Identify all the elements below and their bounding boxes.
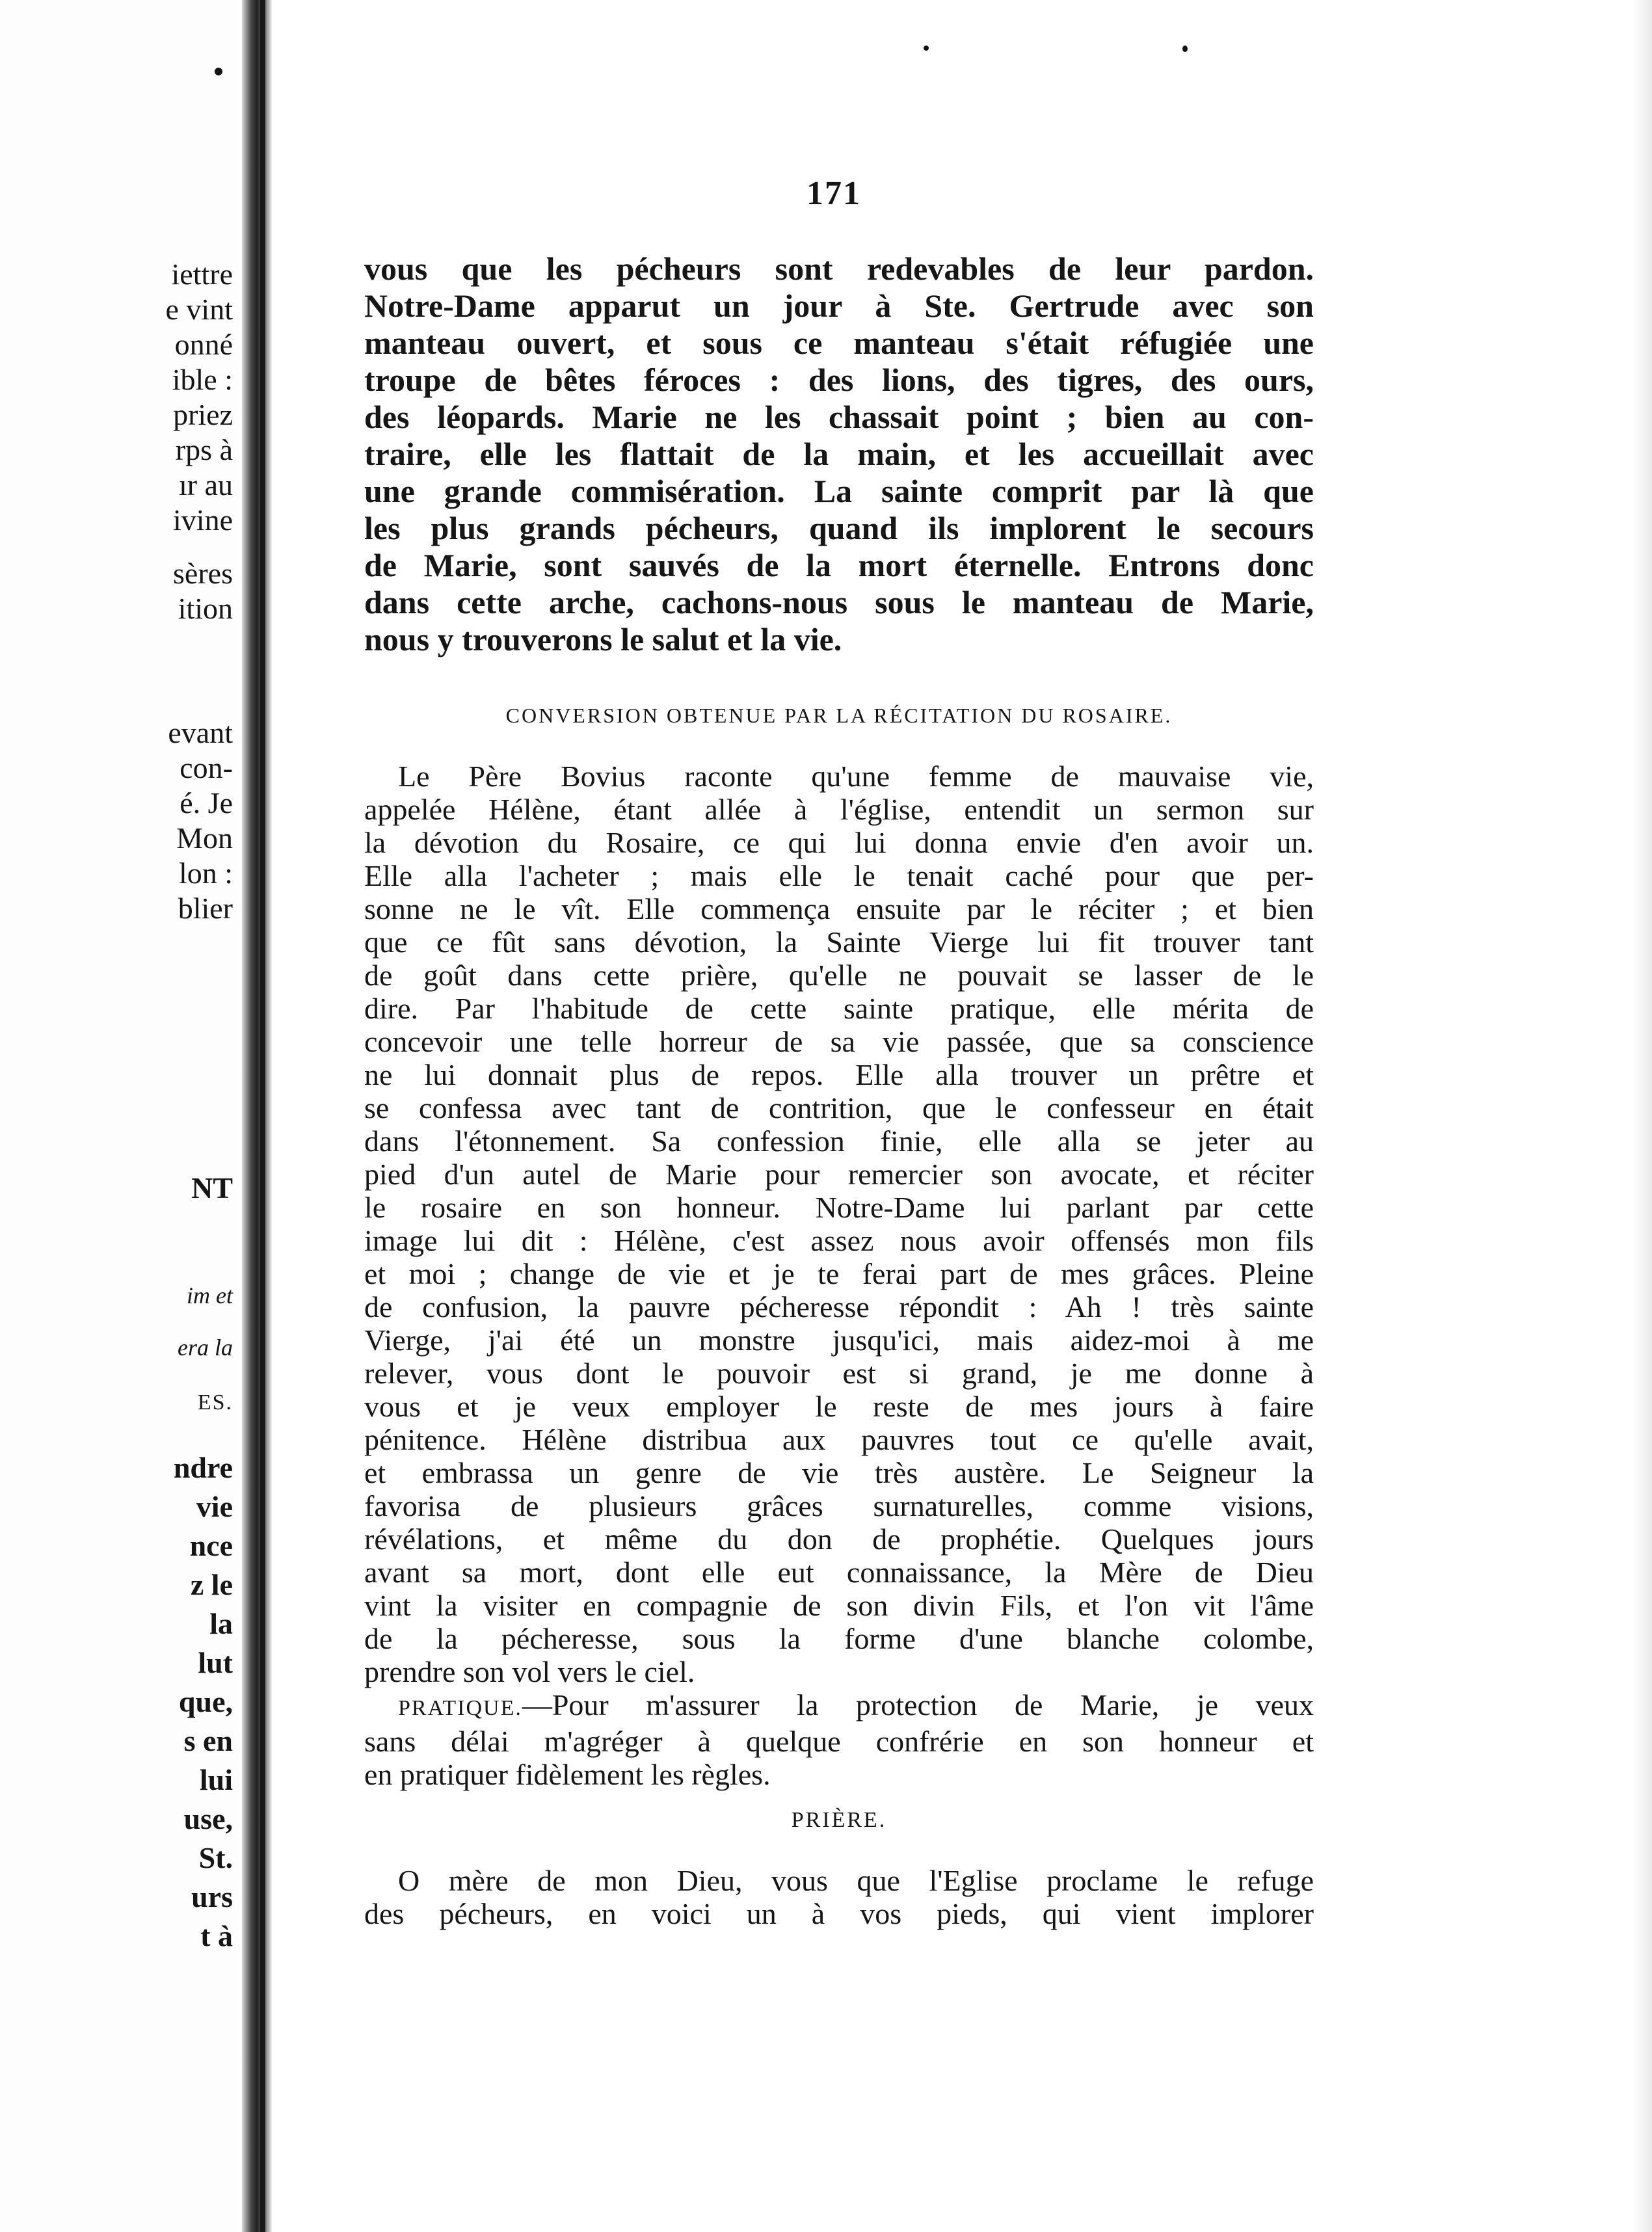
text-line: des léopards. Marie ne les chassait point ; bien au con- [364,399,1314,435]
left-page-text-fragment: z le [190,1568,233,1601]
left-page-text-fragment: lut [198,1646,233,1679]
left-page-text-fragment: é. Je [180,786,233,819]
left-page-text-fragment: urs [191,1880,233,1913]
text-line: nous y trouverons le salut et la vie. [364,621,842,658]
text-line: prendre son vol vers le ciel. [364,1655,695,1688]
left-page-text-fragment: con- [180,751,233,784]
left-page-text-fragment: onné [174,328,233,361]
left-page-text-fragment: la [209,1607,233,1640]
text-line: se confessa avec tant de contrition, que le confesseur en était [364,1091,1314,1124]
text-line: concevoir une telle horreur de sa vie passée, que sa conscience [364,1025,1314,1058]
left-page-text-fragment: era la [178,1335,233,1361]
left-page-text-fragment: sères [173,557,233,590]
left-page-text-fragment: ivine [173,503,233,537]
text-line: pied d'un autel de Marie pour remercier son avocate, et réciter [364,1158,1314,1191]
left-page-text-fragment: ition [178,592,233,625]
left-page-text-fragment: lui [199,1763,233,1796]
text-line: manteau ouvert, et sous ce manteau s'était réfugiée une [364,325,1314,361]
text-line: la dévotion du Rosaire, ce qui lui donna envie d'en avoir un. [364,826,1314,859]
left-page-text-fragment: rps à [175,433,233,466]
left-page-text-fragment: use, [183,1802,233,1835]
left-page-text-fragment: im et [187,1282,233,1309]
left-page-text-fragment: blier [178,892,233,925]
left-page-text-fragment: St. [198,1841,233,1874]
left-facing-page [0,0,242,2232]
ink-speck [924,46,929,51]
page-number: 171 [806,175,861,212]
text-line: et embrassa un genre de vie très austère. Le Seigneur la [364,1456,1314,1489]
text-line: ne lui donnait plus de repos. Elle alla trouver un prêtre et [364,1058,1314,1091]
text-line: relever, vous dont le pouvoir est si grand, je me donne à [364,1357,1314,1390]
text-line: Notre-Dame apparut un jour à Ste. Gertrude avec son [364,287,1314,324]
text-line: Elle alla l'acheter ; mais elle le tenait caché pour que per- [364,859,1314,892]
text-line: révélations, et même du don de prophétie. Quelques jours [364,1522,1314,1556]
pratique-line: en pratiquer fidèlement les règles. [364,1758,771,1791]
story-paragraph [364,760,1314,1791]
left-page-text-fragment: evant [168,716,233,749]
page-gutter [242,0,272,2232]
left-page-text-fragment: e vint [165,293,233,326]
text-line: des pécheurs, en voici un à vos pieds, qui vient implorer [364,1897,1314,1930]
text-line: les plus grands pécheurs, quand ils implorent le secours [364,510,1314,546]
left-page-text-fragment: Mon [176,821,233,855]
text-line: O mère de mon Dieu, vous que l'Eglise proclame le refuge [398,1864,1314,1897]
pratique-label: PRATIQUE. [398,1696,522,1720]
section-heading: CONVERSION OBTENUE PAR LA RÉCITATION DU ROSAIRE. [505,704,1173,727]
left-page-text-fragment: iettre [171,258,233,291]
text-line: une grande commisération. La sainte comprit par là que [364,473,1314,509]
left-page-text-fragment: lon : [178,857,233,890]
text-line: dire. Par l'habitude de cette sainte pratique, elle mérita de [364,992,1314,1025]
text-line: appelée Hélène, étant allée à l'église, entendit un sermon sur [364,793,1314,826]
text-line: vint la visiter en compagnie de son divin Fils, et l'on vit l'âme [364,1589,1314,1622]
text-line: que ce fût sans dévotion, la Sainte Vierge lui fit trouver tant [364,925,1314,959]
priere-paragraph [364,1864,1314,1930]
text-line: le rosaire en son honneur. Notre-Dame lui parlant par cette [364,1191,1314,1224]
text-line: dans cette arche, cachons-nous sous le manteau de Marie, [364,584,1314,620]
text-line: de confusion, la pauvre pécheresse répondit : Ah ! très sainte [364,1290,1314,1323]
text-line: de goût dans cette prière, qu'elle ne pouvait se lasser de le [364,959,1314,992]
pratique-line: sans délai m'agréger à quelque confrérie en son honneur et [364,1725,1314,1758]
pratique-text: —Pour m'assurer la protection de Marie, je veux [522,1688,1314,1721]
text-line: traire, elle les flattait de la main, et les accueillait avec [364,436,1314,472]
text-line: de la pécheresse, sous la forme d'une blanche colombe, [364,1622,1314,1655]
ink-speck [215,68,222,75]
intro-paragraph [364,250,1314,658]
left-page-text-fragment: ES. [197,1390,233,1415]
page-edge-shade [1632,0,1652,2232]
gutter-fold-line [260,0,265,2232]
left-page-text-fragment: NT [191,1171,233,1204]
text-line: favorisa de plusieurs grâces surnaturelles, comme visions, [364,1489,1314,1522]
text-line: troupe de bêtes féroces : des lions, des tigres, des ours, [364,362,1314,398]
left-page-text-fragment: ible : [172,363,233,396]
text-line: vous et je veux employer le reste de mes jours à faire [364,1390,1314,1423]
text-line: image lui dit : Hélène, c'est assez nous avoir offensés mon fils [364,1224,1314,1257]
left-page-text-fragment: que, [178,1685,233,1718]
pratique-line [364,1688,1314,1725]
text-line: de Marie, sont sauvés de la mort éternelle. Entrons donc [364,547,1314,583]
left-page-text-fragment: ndre [173,1451,233,1484]
text-line: dans l'étonnement. Sa confession finie, elle alla se jeter au [364,1124,1314,1158]
text-line: Le Père Bovius raconte qu'une femme de mauvaise vie, [398,760,1314,793]
text-line: vous que les pécheurs sont redevables de leur pardon. [364,250,1314,287]
priere-heading: PRIÈRE. [791,1808,887,1832]
left-page-text-fragment: s en [183,1724,233,1757]
left-page-text-fragment: nce [189,1529,233,1562]
left-page-text-fragment: ır au [178,468,233,501]
text-line: sonne ne le vît. Elle commença ensuite par le réciter ; et bien [364,892,1314,925]
ink-speck [1182,46,1188,52]
left-page-text-fragment: t à [200,1919,233,1952]
left-page-text-fragment: vie [196,1490,233,1523]
text-line: avant sa mort, dont elle eut connaissance, la Mère de Dieu [364,1556,1314,1589]
text-line: pénitence. Hélène distribua aux pauvres tout ce qu'elle avait, [364,1423,1314,1456]
text-line: Vierge, j'ai été un monstre jusqu'ici, mais aidez-moi à me [364,1323,1314,1357]
text-line: et moi ; change de vie et je te ferai part de mes grâces. Pleine [364,1257,1314,1290]
left-page-text-fragment: priez [173,398,233,431]
